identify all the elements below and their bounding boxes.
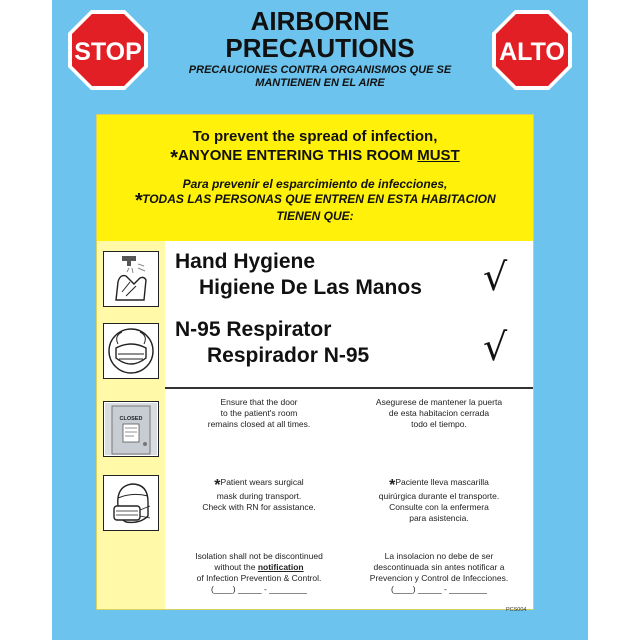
icon-column [97, 241, 165, 609]
isolation-es-line-2: descontinuada sin antes notificar a [373, 562, 505, 572]
hand-washing-icon [103, 251, 159, 307]
notification-text: notification [257, 562, 304, 572]
poster [52, 0, 588, 640]
title-line-1: AIRBORNE [250, 6, 390, 36]
isolation-en-line-1: Isolation shall not be discontinued [195, 551, 323, 561]
phone-blank-en: (____) _____ - ________ [211, 584, 307, 594]
page-subtitle [162, 64, 478, 90]
asterisk: * [134, 190, 143, 212]
header-en-line-2: ANYONE ENTERING THIS ROOM [178, 147, 418, 164]
title-line-2: PRECAUTIONS [225, 33, 415, 63]
precautions-list [165, 241, 533, 609]
isolation-text-en [171, 551, 347, 595]
instructions-header [97, 115, 533, 241]
stop-sign-icon [66, 8, 150, 92]
door-es-line-2: de esta habitacion cerrada [388, 408, 490, 418]
transport-es-line-4: para asistencia. [409, 513, 469, 523]
header-es-line-3: TIENEN QUE: [276, 209, 354, 223]
isolation-en-line-3: of Infection Prevention & Control. [196, 573, 322, 583]
instructions-panel [96, 114, 534, 610]
transport-es-line-1: Paciente lleva mascarilla [395, 477, 489, 487]
stop-sign-left [66, 8, 150, 92]
respirator-es: Respirador N-95 [207, 344, 370, 367]
transport-en-line-2: mask during transport. [216, 491, 302, 501]
transport-en-line-1: Patient wears surgical [220, 477, 304, 487]
header-es-line-1: Para prevenir el esparcimiento de infecciones, [182, 177, 448, 191]
check-icon: √ [483, 255, 508, 299]
isolation-en-line-2: without the [214, 562, 258, 572]
alto-sign-icon [490, 8, 574, 92]
header-es-line-2: TODAS LAS PERSONAS QUE ENTREN EN ESTA HABITACION [142, 192, 496, 206]
door-sign-text: CLOSED [119, 416, 143, 422]
alto-text: ALTO [499, 38, 565, 66]
asterisk: * [389, 477, 396, 494]
subtitle-line-2: MANTIENEN EN EL AIRE [255, 77, 385, 89]
transport-es-line-3: Consulte con la enfermera [389, 502, 489, 512]
hand-hygiene-es: Higiene De Las Manos [199, 276, 422, 299]
stop-text: STOP [74, 38, 142, 66]
door-text-es [351, 397, 527, 430]
header-spanish [97, 177, 533, 224]
door-en-line-2: to the patient's room [220, 408, 298, 418]
stop-sign-right [490, 8, 574, 92]
check-icon: √ [483, 325, 508, 369]
phone-blank-es: (____) _____ - ________ [391, 584, 487, 594]
divider [165, 387, 533, 389]
isolation-text-es [351, 551, 527, 595]
door-en-line-1: Ensure that the door [220, 397, 298, 407]
must-text: MUST [417, 147, 460, 164]
door-text-en [171, 397, 347, 430]
transport-text-en [171, 477, 347, 513]
transport-en-line-3: Check with RN for assistance. [202, 502, 316, 512]
asterisk: * [214, 477, 221, 494]
respirator-en: N-95 Respirator [175, 318, 332, 341]
header-en-line-1: To prevent the spread of infection, [192, 128, 438, 145]
door-es-line-3: todo el tiempo. [411, 419, 467, 429]
header-english [97, 127, 533, 168]
subtitle-line-1: PRECAUCIONES CONTRA ORGANISMOS QUE SE [188, 64, 452, 76]
transport-text-es [351, 477, 527, 524]
isolation-es-line-1: La insolacion no debe de ser [384, 551, 494, 561]
door-en-line-3: remains closed at all times. [207, 419, 311, 429]
transport-es-line-2: quirúrgica durante el transporte. [378, 491, 500, 501]
hand-hygiene-en: Hand Hygiene [175, 250, 316, 273]
patient-surgical-mask-icon [103, 475, 159, 531]
door-es-line-1: Asegurese de mantener la puerta [375, 397, 503, 407]
page-title [162, 8, 478, 62]
closed-door-icon [103, 401, 159, 457]
isolation-es-line-3: Prevencion y Control de Infecciones. [369, 573, 509, 583]
form-code: PCS004 [506, 607, 527, 613]
respirator-mask-icon [103, 323, 159, 379]
asterisk: * [170, 147, 179, 169]
